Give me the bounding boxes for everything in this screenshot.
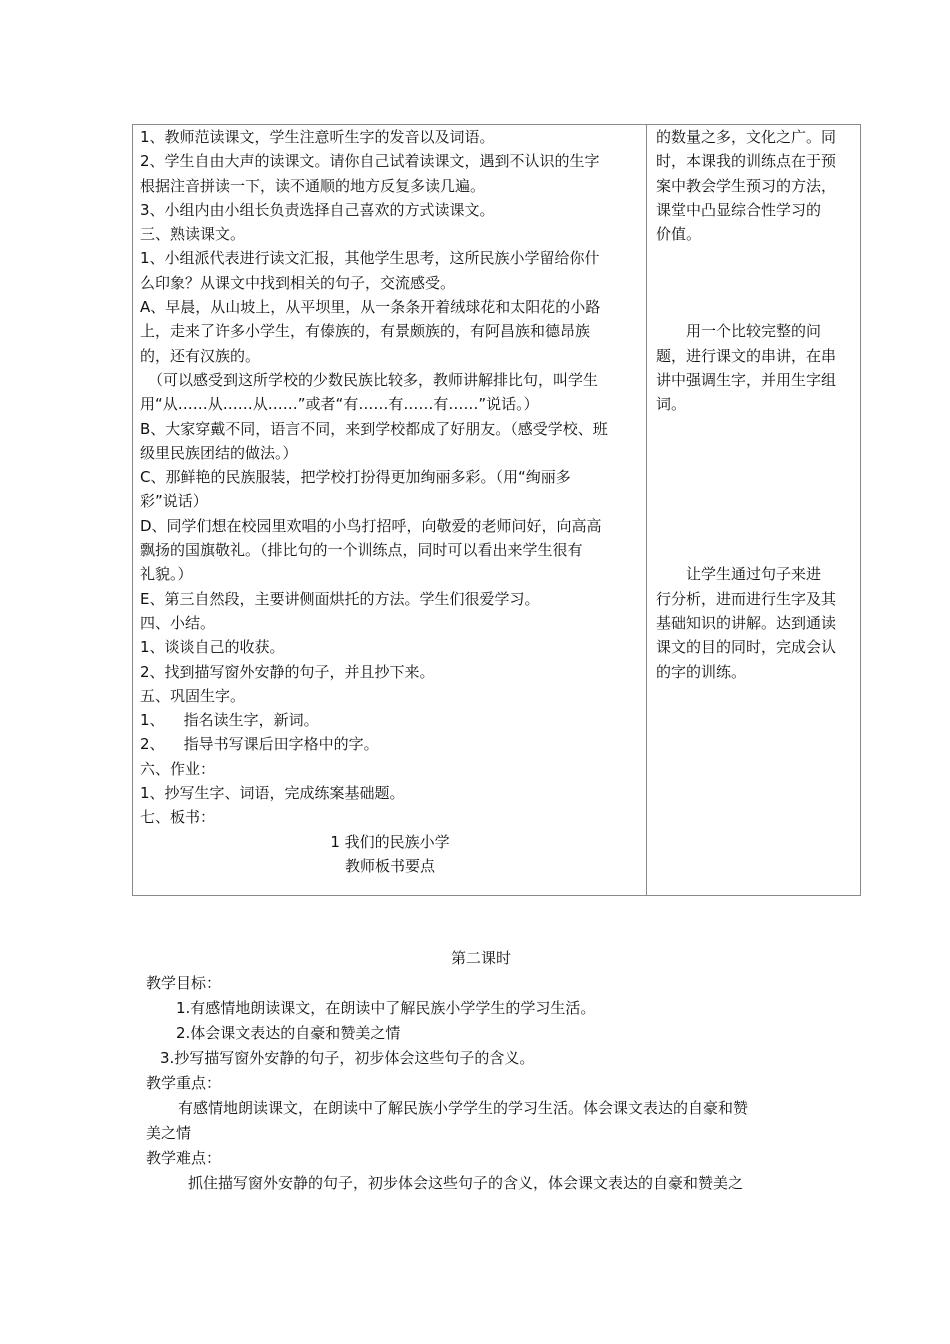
procedure-line: 的，还有汉族的。: [140, 346, 261, 365]
section-title: 第二课时: [450, 949, 511, 967]
note-line: 讲中强调生字，并用生字组: [656, 370, 837, 389]
notes-column: [656, 125, 856, 684]
note-line: 行分析，进而进行生字及其: [656, 589, 837, 608]
note-line: 基础知识的讲解。达到通读: [656, 613, 837, 632]
note-line: 的字的训练。: [656, 662, 747, 681]
key-points-label: 教学重点：: [146, 1074, 222, 1092]
procedure-line: 用“从……从……从……”或者“有……有……有……”说话。）: [140, 395, 539, 414]
procedure-line: 2、学生自由大声的读课文。请你自己试着读课文，遇到不认识的生字: [140, 152, 600, 171]
difficulty-text: 抓住描写窗外安静的句子，初步体会这些句子的含义，体会课文表达的自豪和赞美之: [188, 1174, 744, 1192]
procedure-line: 1、小组派代表进行读文汇报，其他学生思考，这所民族小学留给你什: [140, 249, 600, 268]
procedure-line: 1、教师范读课文，学生注意听生字的发音以及词语。: [140, 128, 495, 146]
goals-label: 教学目标：: [146, 974, 222, 992]
board-note: 教师板书要点: [344, 856, 435, 875]
second-lesson-section: [146, 946, 826, 1196]
note-line: 时，本课我的训练点在于预: [656, 152, 837, 171]
key-points-text: 有感情地朗读课文，在朗读中了解民族小学学生的学习生活。体会课文表达的自豪和赞: [178, 1099, 749, 1117]
procedure-line: 2、 指导书写课后田字格中的字。: [140, 735, 379, 754]
goal-item: 3.抄写描写窗外安静的句子，初步体会这些句子的含义。: [160, 1049, 535, 1067]
procedure-line: 五、巩固生字。: [140, 686, 246, 705]
key-points-text: 美之情: [146, 1124, 192, 1142]
procedure-line: 1、谈谈自己的收获。: [140, 638, 285, 657]
procedure-column: [140, 125, 640, 878]
board-title: 1 我们的民族小学: [330, 832, 450, 851]
note-line: 价值。: [656, 225, 702, 244]
goal-item: 2.体会课文表达的自豪和赞美之情: [176, 1024, 401, 1042]
procedure-line: A、早晨，从山坡上，从平坝里，从一条条开着绒球花和太阳花的小路: [140, 298, 601, 317]
procedure-line: 1、 指名读生字，新词。: [140, 711, 319, 730]
note-line: 案中教会学生预习的方法，: [656, 176, 837, 195]
note-line: 课堂中凸显综合性学习的: [656, 200, 822, 219]
column-divider: [646, 125, 647, 895]
procedure-line: 1、抄写生字、词语，完成练案基础题。: [140, 784, 405, 803]
note-line: 课文的目的同时，完成会认: [656, 638, 837, 657]
procedure-line: 3、小组内由小组长负责选择自己喜欢的方式读课文。: [140, 200, 495, 219]
procedure-line: D、同学们想在校园里欢唱的小鸟打招呼，向敬爱的老师问好，向高高: [140, 516, 602, 535]
procedure-line: C、那鲜艳的民族服装，把学校打扮得更加绚丽多彩。（用“绚丽多: [140, 468, 571, 487]
note-line: 让学生通过句子来进: [686, 565, 822, 584]
difficulty-label: 教学难点：: [146, 1149, 222, 1167]
goal-item: 1.有感情地朗读课文，在朗读中了解民族小学学生的学习生活。: [176, 999, 596, 1017]
lesson-table: [132, 124, 861, 896]
note-line: 的数量之多，文化之广。同: [656, 128, 837, 146]
procedure-line: E、第三自然段，主要讲侧面烘托的方法。学生们很爱学习。: [140, 589, 540, 608]
procedure-line: 三、熟读课文。: [140, 225, 246, 244]
procedure-line: 礼貌。）: [140, 565, 193, 584]
procedure-line: B、大家穿戴不同，语言不同，来到学校都成了好朋友。（感受学校、班: [140, 419, 608, 438]
procedure-line: 根据注音拼读一下，读不通顺的地方反复多读几遍。: [140, 176, 486, 195]
procedure-line: 2、找到描写窗外安静的句子，并且抄下来。: [140, 662, 435, 681]
procedure-line: 级里民族团结的做法。）: [140, 443, 298, 462]
procedure-line: 七、板书：: [140, 808, 216, 827]
procedure-line: 四、小结。: [140, 613, 216, 632]
note-line: 词。: [656, 395, 687, 414]
note-line: 用一个比较完整的问: [686, 322, 822, 341]
procedure-line: 上，走来了许多小学生，有傣族的，有景颇族的，有阿昌族和德昂族: [140, 322, 591, 341]
procedure-line: （可以感受到这所学校的少数民族比较多，教师讲解排比句，叫学生: [148, 370, 599, 389]
procedure-line: 么印象？从课文中找到相关的句子，交流感受。: [140, 273, 456, 292]
procedure-line: 彩”说话）: [140, 492, 208, 511]
procedure-line: 六、作业：: [140, 759, 216, 778]
procedure-line: 飘扬的国旗敬礼。（排比句的一个训练点，同时可以看出来学生很有: [140, 541, 583, 560]
note-line: 题，进行课文的串讲，在串: [656, 346, 837, 365]
